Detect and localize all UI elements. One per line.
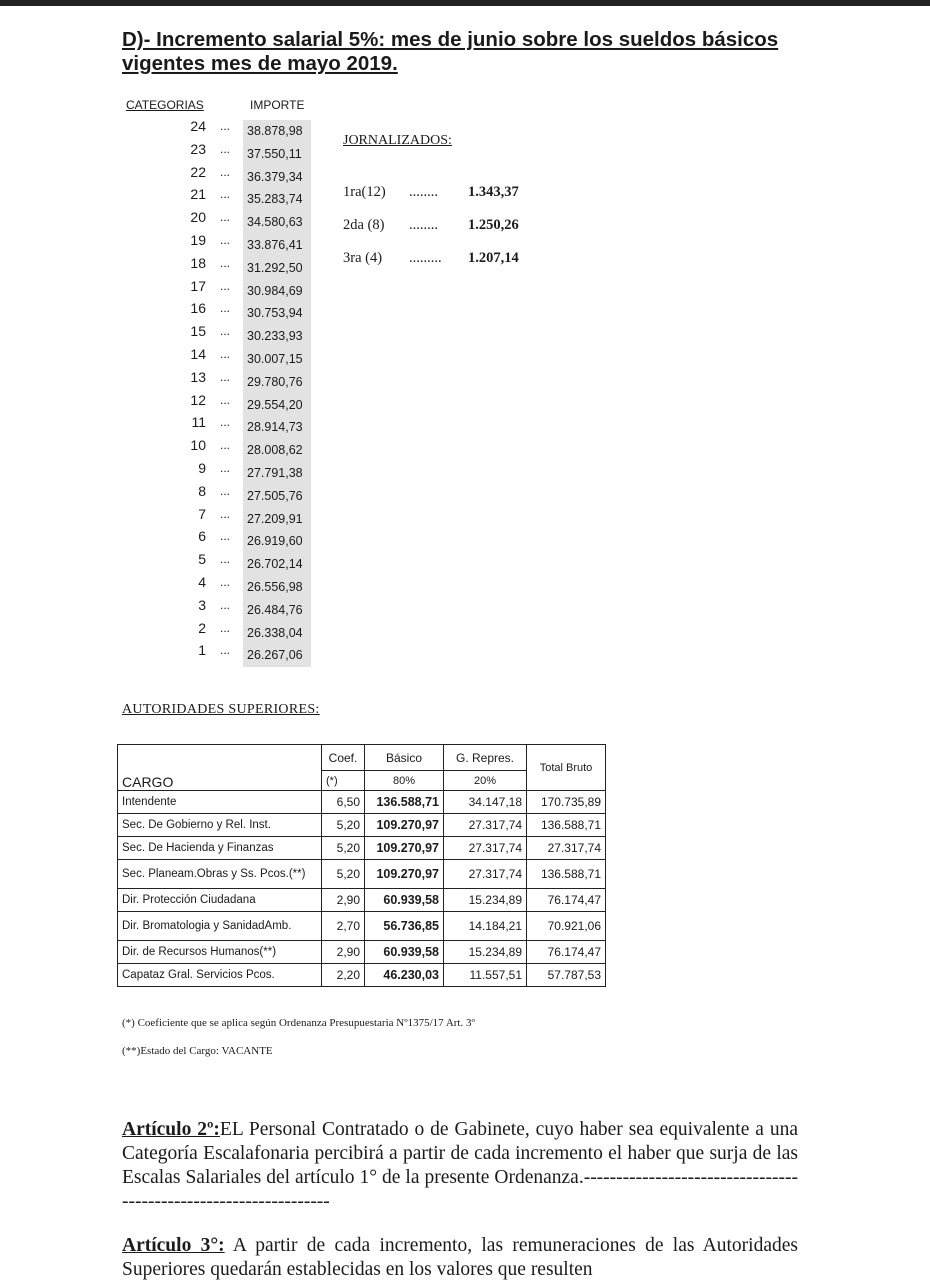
autoridad-row: [118, 791, 606, 814]
repres-cell: 34.147,18: [444, 791, 527, 814]
category-dots: ...: [220, 255, 231, 270]
articulo-3: [122, 1234, 798, 1282]
category-number: 6: [198, 528, 206, 545]
category-number: 4: [198, 573, 206, 590]
cargo-cell: Dir. Bromatologia y SanidadAmb.: [118, 912, 322, 941]
category-dots: ...: [220, 415, 231, 430]
category-dots: ...: [220, 324, 231, 339]
category-amount: 38.878,98: [243, 120, 311, 143]
coef-subheader: (*): [322, 771, 365, 791]
category-number: 10: [190, 437, 206, 454]
importe-header: IMPORTE: [250, 98, 305, 112]
category-number: 12: [190, 391, 206, 408]
category-number: 3: [198, 596, 206, 613]
coef-cell: 5,20: [322, 837, 365, 860]
scan-top-edge: [0, 0, 930, 6]
category-amount: 27.505,76: [243, 485, 311, 508]
category-number: 5: [198, 551, 206, 568]
total-cell: 170.735,89: [527, 791, 606, 814]
basico-cell: 109.270,97: [365, 860, 444, 889]
category-amount: 29.554,20: [243, 394, 311, 417]
repres-cell: 11.557,51: [444, 964, 527, 987]
jornalizado-label: 2da (8): [343, 217, 385, 233]
category-number: 23: [190, 140, 206, 157]
category-dots: ...: [220, 552, 231, 567]
category-amount: 29.780,76: [243, 371, 311, 394]
category-number: 13: [190, 368, 206, 385]
autoridad-row: [118, 912, 606, 941]
category-amount: 26.702,14: [243, 553, 311, 576]
category-dots: ...: [220, 278, 231, 293]
heading-line-2: vigentes mes de mayo 2019.: [122, 52, 398, 75]
cargo-cell: Intendente: [118, 791, 322, 814]
category-amount: 27.791,38: [243, 462, 311, 485]
section-heading: [122, 28, 822, 76]
basico-header: Básico: [365, 745, 444, 771]
coef-cell: 6,50: [322, 791, 365, 814]
category-amount: 26.267,06: [243, 644, 311, 667]
basico-cell: 56.736,85: [365, 912, 444, 941]
cargo-cell: Dir. de Recursos Humanos(**): [118, 941, 322, 964]
footnote-vacante: (**)Estado del Cargo: VACANTE: [122, 1045, 273, 1057]
autoridad-row: [118, 964, 606, 987]
category-number: 14: [190, 345, 206, 362]
total-cell: 27.317,74: [527, 837, 606, 860]
category-dots: ...: [220, 620, 231, 635]
category-number: 7: [198, 505, 206, 522]
category-number: 22: [190, 163, 206, 180]
category-dots: ...: [220, 506, 231, 521]
articulo-2-text: EL Personal Contratado o de Gabinete, cuyo haber sea equivalente a una Categoría Escalafonaria percibirá a partir de cada incremento el haber que surja de las Escalas Salariales del artículo 1° de la presente Ordenanza.-----------------------------------------------------------------: [122, 1119, 798, 1212]
category-amount: 30.984,69: [243, 280, 311, 303]
cargo-cell: Sec. De Hacienda y Finanzas: [118, 837, 322, 860]
articulo-2: [122, 1118, 798, 1214]
category-number: 15: [190, 323, 206, 340]
autoridades-table-body: [118, 791, 606, 987]
footnote-coeficiente: (*) Coeficiente que se aplica según Ordenanza Presupuestaria Nº1375/17 Art. 3º: [122, 1017, 475, 1029]
basico-cell: 109.270,97: [365, 814, 444, 837]
autoridades-table: [117, 744, 606, 987]
jornalizado-value: 1.207,14: [468, 250, 519, 266]
category-amount: 27.209,91: [243, 508, 311, 531]
category-amount: 35.283,74: [243, 188, 311, 211]
articulo-2-title: Artículo 2º:: [122, 1119, 220, 1140]
repres-cell: 27.317,74: [444, 837, 527, 860]
total-cell: 70.921,06: [527, 912, 606, 941]
category-amount: 37.550,11: [243, 143, 311, 166]
cargo-cell: Sec. De Gobierno y Rel. Inst.: [118, 814, 322, 837]
repres-header: G. Repres.: [444, 745, 527, 771]
articulo-3-title: Artículo 3°:: [122, 1235, 225, 1256]
cargo-header: CARGO: [118, 745, 322, 791]
category-amount: 30.007,15: [243, 348, 311, 371]
cargo-cell: Capataz Gral. Servicios Pcos.: [118, 964, 322, 987]
category-dots: ...: [220, 483, 231, 498]
jornalizado-label: 1ra(12): [343, 184, 386, 200]
category-number: 9: [198, 459, 206, 476]
category-number: 11: [191, 414, 206, 431]
coef-cell: 5,20: [322, 814, 365, 837]
category-amount: 26.484,76: [243, 599, 311, 622]
category-amount: 26.338,04: [243, 622, 311, 645]
category-number: 17: [190, 277, 206, 294]
category-amount: 36.379,34: [243, 166, 311, 189]
total-cell: 136.588,71: [527, 860, 606, 889]
category-dots: ...: [220, 438, 231, 453]
category-number: 18: [190, 254, 206, 271]
autoridades-title: AUTORIDADES SUPERIORES:: [122, 702, 320, 717]
basico-cell: 136.588,71: [365, 791, 444, 814]
category-number: 19: [190, 231, 206, 248]
jornalizado-value: 1.343,37: [468, 184, 519, 200]
autoridad-row: [118, 837, 606, 860]
category-dots: ...: [220, 232, 231, 247]
category-dots: ...: [220, 369, 231, 384]
repres-cell: 27.317,74: [444, 860, 527, 889]
repres-cell: 15.234,89: [444, 889, 527, 912]
category-amount: 26.556,98: [243, 576, 311, 599]
cargo-cell: Sec. Planeam.Obras y Ss. Pcos.(**): [118, 860, 322, 889]
category-amount: 31.292,50: [243, 257, 311, 280]
jornalizado-dots: ........: [409, 217, 438, 233]
category-number: 1: [198, 642, 206, 659]
category-dots: ...: [220, 574, 231, 589]
category-dots: ...: [220, 210, 231, 225]
coef-cell: 2,20: [322, 964, 365, 987]
category-number: 8: [198, 482, 206, 499]
autoridad-row: [118, 889, 606, 912]
repres-subheader: 20%: [444, 771, 527, 791]
autoridad-row: [118, 941, 606, 964]
category-dots: ...: [220, 141, 231, 156]
articulo-3-text: A partir de cada incremento, las remuneraciones de las Autoridades Superiores quedarán establecidas en los valores que resulten: [122, 1235, 798, 1280]
category-amount: 26.919,60: [243, 530, 311, 553]
coef-cell: 2,90: [322, 889, 365, 912]
category-dots: ...: [220, 187, 231, 202]
category-number: 20: [190, 209, 206, 226]
repres-cell: 27.317,74: [444, 814, 527, 837]
category-number: 2: [198, 619, 206, 636]
total-cell: 76.174,47: [527, 941, 606, 964]
autoridad-row: [118, 860, 606, 889]
category-number: 21: [190, 186, 206, 203]
heading-line-1: D)- Incremento salarial 5%: mes de junio sobre los sueldos básicos: [122, 28, 779, 51]
total-header: Total Bruto: [527, 745, 606, 791]
jornalizado-dots: .........: [409, 250, 442, 266]
category-dots: ...: [220, 460, 231, 475]
category-amount: 30.753,94: [243, 302, 311, 325]
total-cell: 76.174,47: [527, 889, 606, 912]
category-amount: 33.876,41: [243, 234, 311, 257]
category-number: 16: [190, 300, 206, 317]
category-amount: 28.914,73: [243, 416, 311, 439]
coef-cell: 2,70: [322, 912, 365, 941]
basico-subheader: 80%: [365, 771, 444, 791]
category-amount: 28.008,62: [243, 439, 311, 462]
category-dots: ...: [220, 597, 231, 612]
category-dots: ...: [220, 529, 231, 544]
category-dots: ...: [220, 164, 231, 179]
category-amount: 30.233,93: [243, 325, 311, 348]
basico-cell: 60.939,58: [365, 889, 444, 912]
category-amount: 34.580,63: [243, 211, 311, 234]
basico-cell: 46.230,03: [365, 964, 444, 987]
coef-cell: 2,90: [322, 941, 365, 964]
autoridad-row: [118, 814, 606, 837]
repres-cell: 15.234,89: [444, 941, 527, 964]
category-dots: ...: [220, 346, 231, 361]
total-cell: 136.588,71: [527, 814, 606, 837]
category-dots: ...: [220, 301, 231, 316]
category-number: 24: [190, 118, 206, 134]
repres-cell: 14.184,21: [444, 912, 527, 941]
total-cell: 57.787,53: [527, 964, 606, 987]
cargo-cell: Dir. Protección Ciudadana: [118, 889, 322, 912]
coef-header: Coef.: [322, 745, 365, 771]
basico-cell: 60.939,58: [365, 941, 444, 964]
jornalizado-label: 3ra (4): [343, 250, 383, 266]
jornalizados-title: JORNALIZADOS:: [343, 133, 452, 148]
category-dots: ...: [220, 119, 231, 133]
jornalizado-dots: ........: [409, 184, 438, 200]
category-dots: ...: [220, 392, 231, 407]
categorias-header: CATEGORIAS: [126, 98, 204, 112]
category-dots: ...: [220, 643, 231, 658]
coef-cell: 5,20: [322, 860, 365, 889]
basico-cell: 109.270,97: [365, 837, 444, 860]
jornalizado-value: 1.250,26: [468, 217, 519, 233]
